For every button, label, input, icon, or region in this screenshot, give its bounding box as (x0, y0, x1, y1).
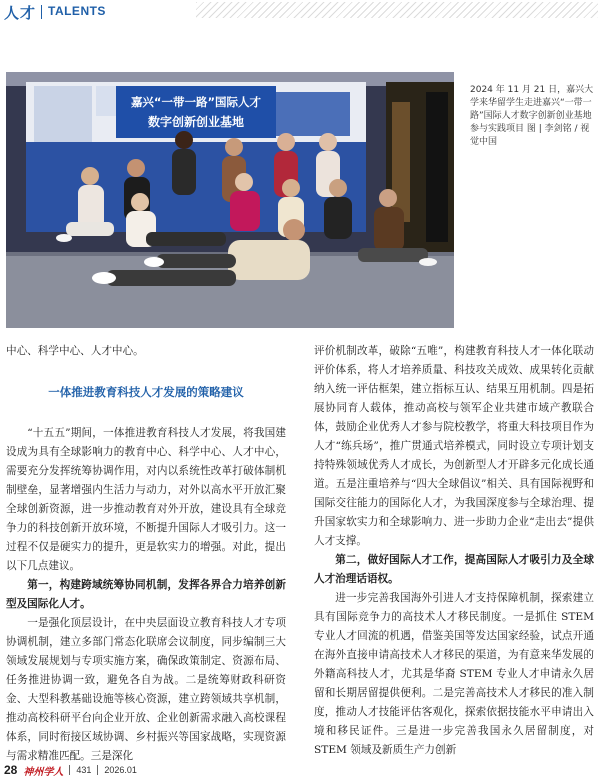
group-photo-illustration (6, 72, 454, 328)
paragraph: 进一步完善我国海外引进人才支持保障机制，探索建立具有国际竞争力的高技术人才移民制度。一是抓住 STEM 专业人才回流的机遇，借鉴美国等发达国家经验，试点开通在海外直接申请高技术人才移民的渠道，为有意来华发展的外籍高科技人才，尤其是华裔 STEM 专业人才申请永久居留和长期居留提供便利。二是完善高技术人才移民的准入制度，推动人才技能评估客观化，探索依据技能水平申请出入境和移民证件。三是进一步完善我国永久居留制度，对 STEM 领域及新质生产力创新 (314, 592, 594, 756)
banner-subtitle: 数字创新创业基地 (147, 115, 245, 129)
left-column (6, 342, 286, 766)
continued-line: 中心、科学中心、人才中心。 (6, 345, 144, 357)
issue-number: 431 (76, 765, 92, 775)
section-heading: 一体推进教育科技人才发展的策略建议 (48, 385, 244, 399)
paragraph: “十五五”期间，一体推进教育科技人才发展，将我国建设成为具有全球影响力的教育中心、科学中心、人才中心，需要充分发挥统筹协调作用，对内以系统性改革打破体制机制壁垒，显著增强内生活力与动力，对外以高水平开放汇聚全球创新资源，进一步推动教育对外开放，建设具有全球竞争力的科技创新开放环境，不断提升国际人才吸引力。这一过程不仅是硬实力的提升，更是软实力的增强。对此，提出以下几点建议。 (6, 427, 286, 572)
page-footer (4, 762, 137, 778)
footer-divider (69, 765, 70, 775)
photo-caption: 2024 年 11 月 21 日，嘉兴大学来华留学生走进嘉兴“一带一路”国际人才数字创新创业基地参与实践项目 图 | 李剑铭 / 视觉中国 (470, 85, 594, 147)
page-header (0, 0, 600, 26)
section-title-cn: 人才 (4, 4, 37, 22)
paragraph: 一是强化顶层设计，在中央层面设立教育科技人才专项协调机制，建立多部门常态化联席会议制度，同步编制三大领域发展规划与专项实施方案，确保政策制定、资源布局、任务推进协调一致，避免各自为战。二是统筹财政科研资金、大型科教基础设施等核心资源，建立跨领域共享机制，推动高校科研平台向企业开放、企业创新需求融入高校课程体系，同时衔接区域协调、乡村振兴等国家战略，实现资源与需求精准匹配。三是深化 (6, 617, 286, 762)
page-number: 28 (4, 763, 18, 777)
section-title-en: TALENTS (48, 4, 106, 18)
group-photo (6, 72, 454, 328)
header-divider (41, 5, 42, 19)
paragraph: 评价机制改革，破除“五唯”，构建教育科技人才一体化联动评价体系，将人才培养质量、科技攻关成效、成果转化贡献纳入统一评估框架，建立指标互认、结果互用机制。四是拓展协同育人载体，推动高校与领军企业共建市域产教联合体，鼓励企业优秀人才参与院校教学，将重大科技项目作为人才“练兵场”，推广贯通式培养模式，同时设立专项计划支持特殊领域优秀人才成长，为创新型人才开辟多元化成长通道。五是注重培养与“四大全球倡议”相关、具有国际视野和国际交往能力的国际化人才，为我国深度参与全球治理、提升国家软实力和全球影响力、进一步助力企业“走出去”提供人才支撑。 (314, 345, 594, 547)
header-stripe-pattern (196, 2, 598, 18)
issue-date: 2026.01 (104, 765, 137, 775)
right-column (314, 342, 594, 760)
footer-divider (97, 765, 98, 775)
banner-board (116, 86, 276, 138)
magazine-logo: 神州学人 (23, 766, 64, 778)
banner-title: 嘉兴“一带一路”国际人才 (130, 95, 262, 109)
paragraph-heading: 第一，构建跨域统筹协同机制，发挥各界合力培养创新型及国际化人才。 (6, 579, 286, 610)
paragraph-heading: 第二，做好国际人才工作，提高国际人才吸引力及全球人才治理话语权。 (314, 554, 594, 585)
